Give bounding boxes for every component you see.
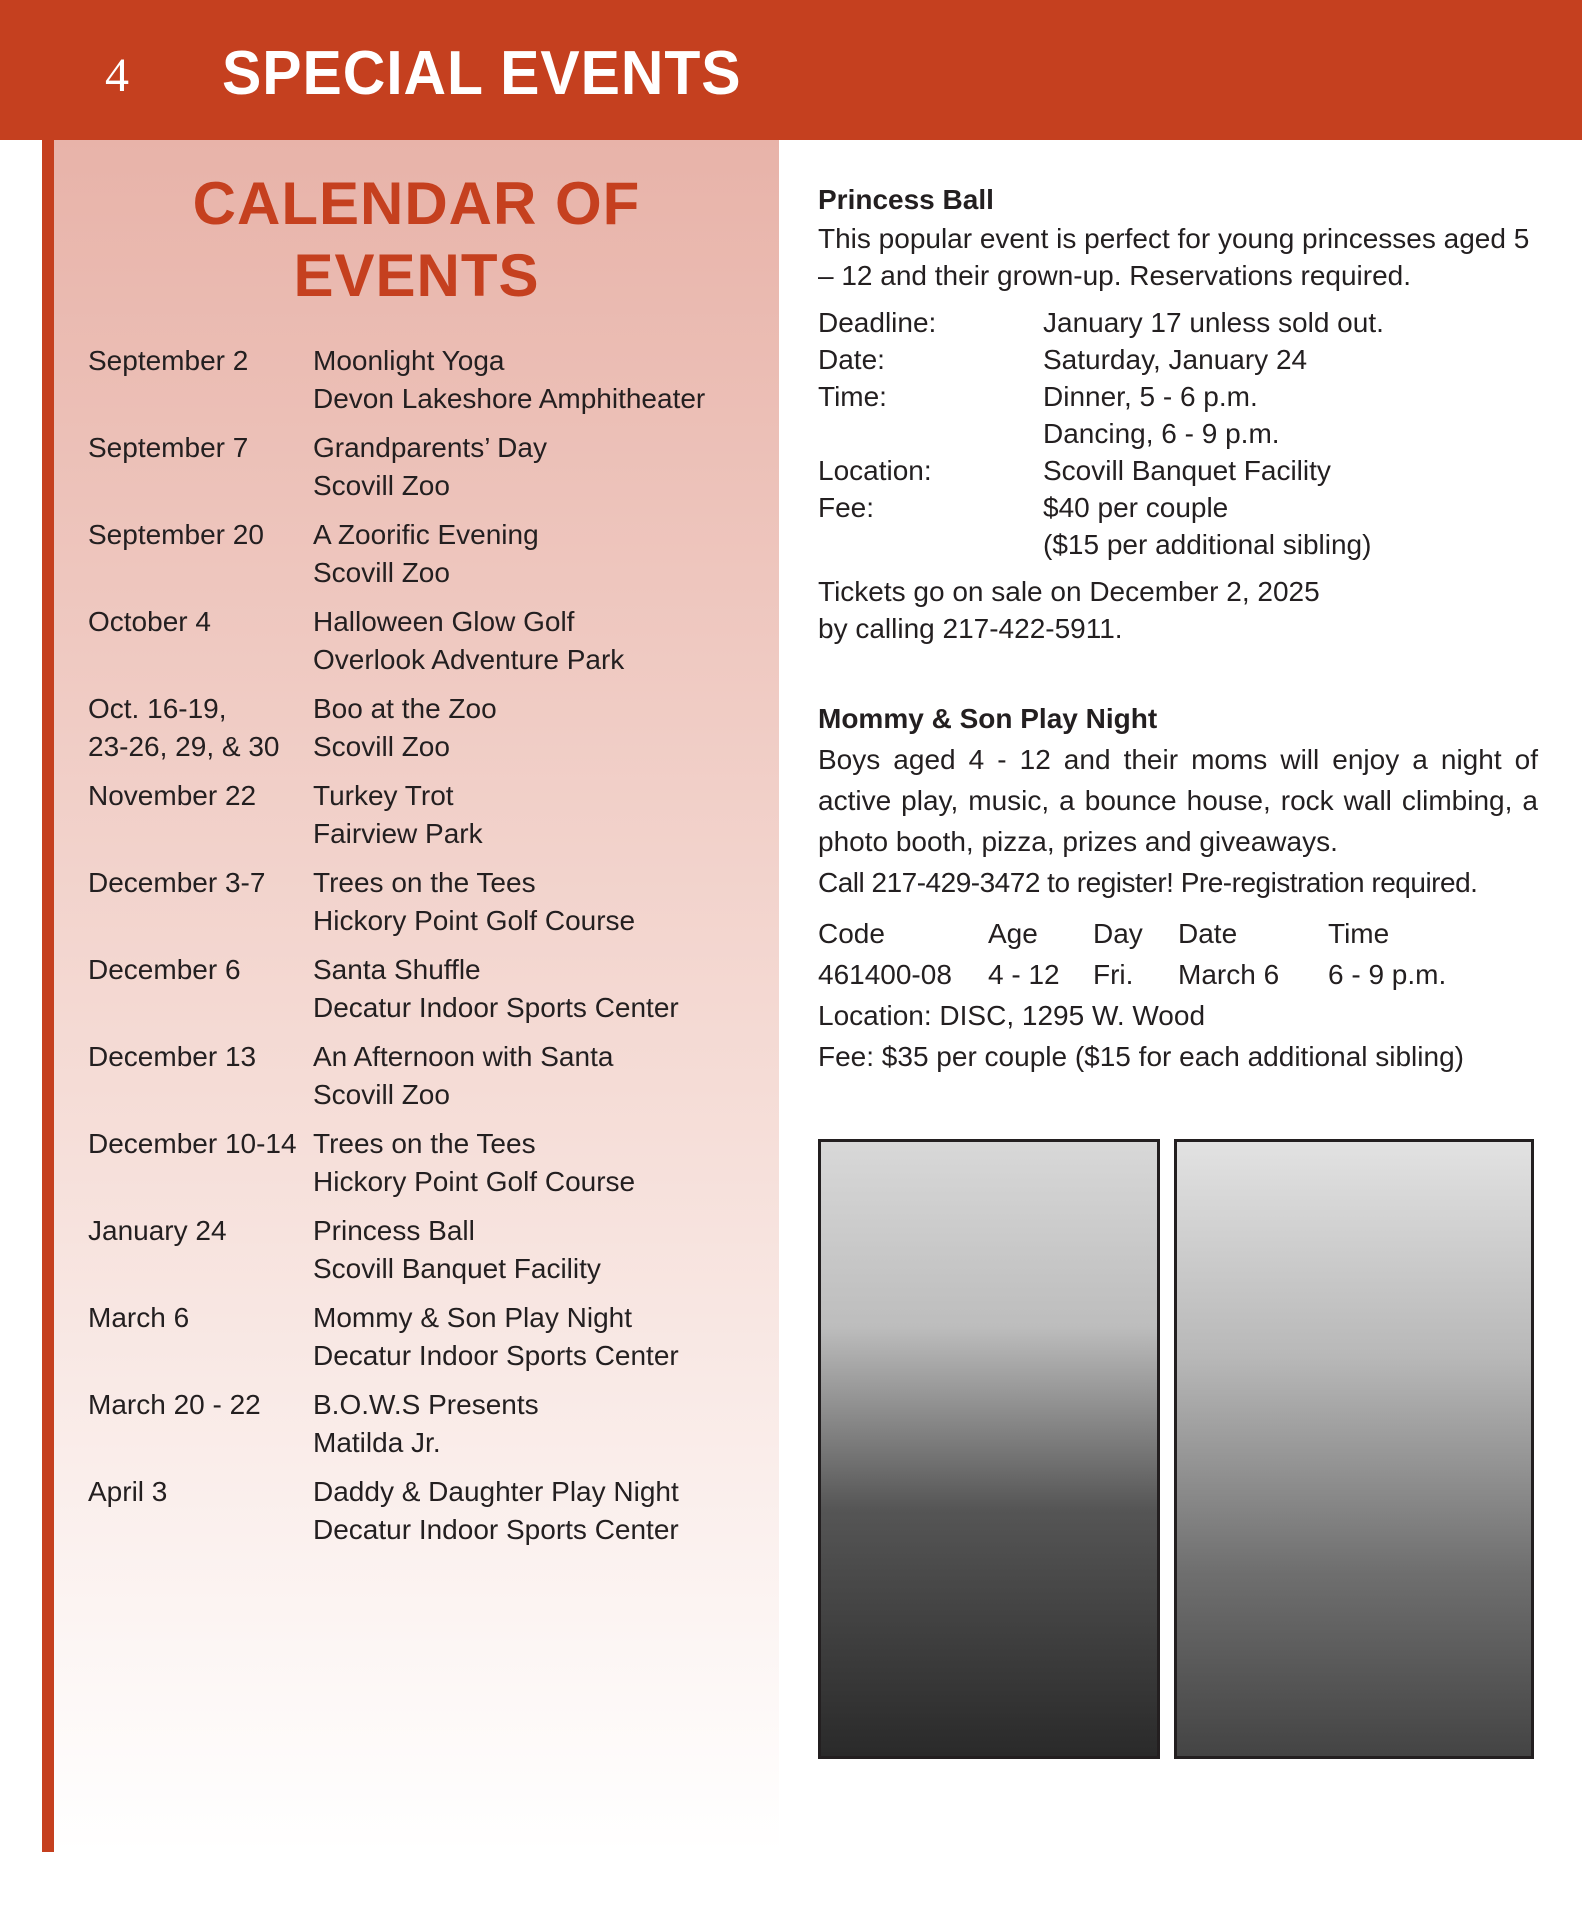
calendar-title-line: EVENTS: [293, 242, 540, 309]
event-info: [313, 1212, 601, 1288]
event-date: December 13: [88, 1041, 257, 1072]
detail-row: [818, 452, 1538, 489]
col-header: Time: [1328, 918, 1390, 949]
detail-label: Time:: [818, 381, 887, 412]
event-location: Devon Lakeshore Amphitheater: [313, 383, 706, 414]
col-header: Day: [1093, 918, 1143, 949]
event-name: Moonlight Yoga: [313, 345, 505, 376]
detail-row: [818, 304, 1538, 341]
tickets-text: Tickets go on sale on December 2, 2025: [818, 576, 1320, 607]
event-details: [818, 180, 1538, 1077]
event-info: [313, 516, 539, 592]
event-name: Santa Shuffle: [313, 954, 481, 985]
event-date: Oct. 16-19, 23-26, 29, & 30: [88, 693, 280, 762]
cell: 4 - 12: [988, 959, 1060, 990]
event-date: December 3-7: [88, 867, 266, 898]
event-info: [313, 777, 483, 853]
cell: 461400-08: [818, 959, 952, 990]
event-name: B.O.W.S Presents: [313, 1389, 539, 1420]
event-info: [313, 342, 705, 418]
fee-text: Fee: $35 per couple ($15 for each additional sibling): [818, 1041, 1464, 1072]
event-date: September 7: [88, 432, 249, 463]
event-date: January 24: [88, 1215, 227, 1246]
location-text: Location: DISC, 1295 W. Wood: [818, 1000, 1206, 1031]
event-info: [313, 1038, 613, 1114]
event-name: Grandparents’ Day: [313, 432, 547, 463]
event-name: Daddy & Daughter Play Night: [313, 1476, 679, 1507]
section-title: SPECIAL EVENTS: [222, 39, 742, 108]
calendar-title: [54, 168, 779, 312]
event-info: [313, 603, 624, 679]
photo-mother-and-son: [818, 1139, 1160, 1759]
detail-value: ($15 per additional sibling): [1043, 529, 1372, 560]
section-heading: Mommy & Son Play Night: [818, 703, 1158, 734]
event-name: Mommy & Son Play Night: [313, 1302, 632, 1333]
event-date: December 6: [88, 954, 241, 985]
event-location: Overlook Adventure Park: [313, 644, 625, 675]
detail-value: January 17 unless sold out.: [1043, 307, 1384, 338]
event-date: April 3: [88, 1476, 168, 1507]
event-name: Trees on the Tees: [313, 1128, 536, 1159]
schedule-table: [818, 913, 1538, 995]
event-location: Decatur Indoor Sports Center: [313, 1514, 679, 1545]
event-location: Fairview Park: [313, 818, 483, 849]
section-heading: Princess Ball: [818, 184, 994, 215]
tickets-text: by calling 217-422-5911.: [818, 613, 1123, 644]
event-info: [313, 1299, 679, 1375]
event-name: Princess Ball: [313, 1215, 475, 1246]
event-date: March 20 - 22: [88, 1389, 261, 1420]
princess-ball-section: [818, 180, 1538, 647]
col-header: Age: [988, 918, 1038, 949]
calendar-panel: [54, 140, 779, 1852]
cell: March 6: [1178, 959, 1280, 990]
mommy-son-section: [818, 699, 1538, 1077]
detail-label: [818, 526, 1043, 563]
event-date: September 2: [88, 345, 249, 376]
detail-label: Fee:: [818, 492, 875, 523]
event-date: September 20: [88, 519, 264, 550]
page-header: [0, 0, 1582, 140]
detail-row: [818, 526, 1538, 563]
page-number: 4: [105, 49, 129, 102]
event-name: A Zoorific Evening: [313, 519, 539, 550]
event-name: Trees on the Tees: [313, 867, 536, 898]
intro-text: Boys aged 4 - 12 and their moms will enjoy a night of active play, music, a bounce house, rock wall climbing, a photo booth, pizza, prizes and giveaways.: [818, 744, 1538, 857]
event-location: Scovill Zoo: [313, 557, 450, 588]
event-location: Scovill Banquet Facility: [313, 1253, 601, 1284]
event-date: October 4: [88, 606, 211, 637]
cell: Fri.: [1093, 959, 1134, 990]
event-info: [313, 1386, 539, 1462]
event-info: [313, 1473, 679, 1549]
event-info: [313, 951, 679, 1027]
detail-label: [818, 415, 1043, 452]
event-name: Halloween Glow Golf: [313, 606, 575, 637]
detail-row: [818, 378, 1538, 415]
event-info: [313, 690, 497, 766]
cell: 6 - 9 p.m.: [1328, 959, 1447, 990]
detail-value: Saturday, January 24: [1043, 344, 1308, 375]
detail-row: [818, 341, 1538, 378]
event-info: [313, 864, 635, 940]
event-location: Scovill Zoo: [313, 1079, 450, 1110]
detail-label: Date:: [818, 344, 885, 375]
event-location: Decatur Indoor Sports Center: [313, 1340, 679, 1371]
accent-bar: [42, 140, 54, 1852]
event-name: Turkey Trot: [313, 780, 454, 811]
col-header: Code: [818, 918, 885, 949]
detail-row: [818, 415, 1538, 452]
detail-value: Scovill Banquet Facility: [1043, 455, 1331, 486]
event-info: [313, 429, 547, 505]
col-header: Date: [1178, 918, 1238, 949]
register-text: Call 217-429-3472 to register! Pre-registration required.: [818, 867, 1478, 898]
event-location: Decatur Indoor Sports Center: [313, 992, 679, 1023]
detail-value: Dancing, 6 - 9 p.m.: [1043, 418, 1280, 449]
event-info: [313, 1125, 635, 1201]
calendar-title-line: CALENDAR OF: [192, 170, 641, 237]
event-location: Hickory Point Golf Course: [313, 905, 636, 936]
event-name: Boo at the Zoo: [313, 693, 497, 724]
event-date: March 6: [88, 1302, 190, 1333]
detail-label: Location:: [818, 455, 932, 486]
detail-value: $40 per couple: [1043, 492, 1229, 523]
event-date: November 22: [88, 780, 257, 811]
event-location: Matilda Jr.: [313, 1427, 441, 1458]
event-location: Scovill Zoo: [313, 731, 450, 762]
detail-label: Deadline:: [818, 307, 937, 338]
detail-row: [818, 489, 1538, 526]
event-location: Scovill Zoo: [313, 470, 450, 501]
detail-value: Dinner, 5 - 6 p.m.: [1043, 381, 1258, 412]
photo-father-and-daughter: [1174, 1139, 1534, 1759]
event-date: December 10-14: [88, 1128, 297, 1159]
event-location: Hickory Point Golf Course: [313, 1166, 636, 1197]
intro-text: This popular event is perfect for young princesses aged 5 – 12 and their grown-up. Reservations required.: [818, 223, 1530, 291]
event-name: An Afternoon with Santa: [313, 1041, 614, 1072]
